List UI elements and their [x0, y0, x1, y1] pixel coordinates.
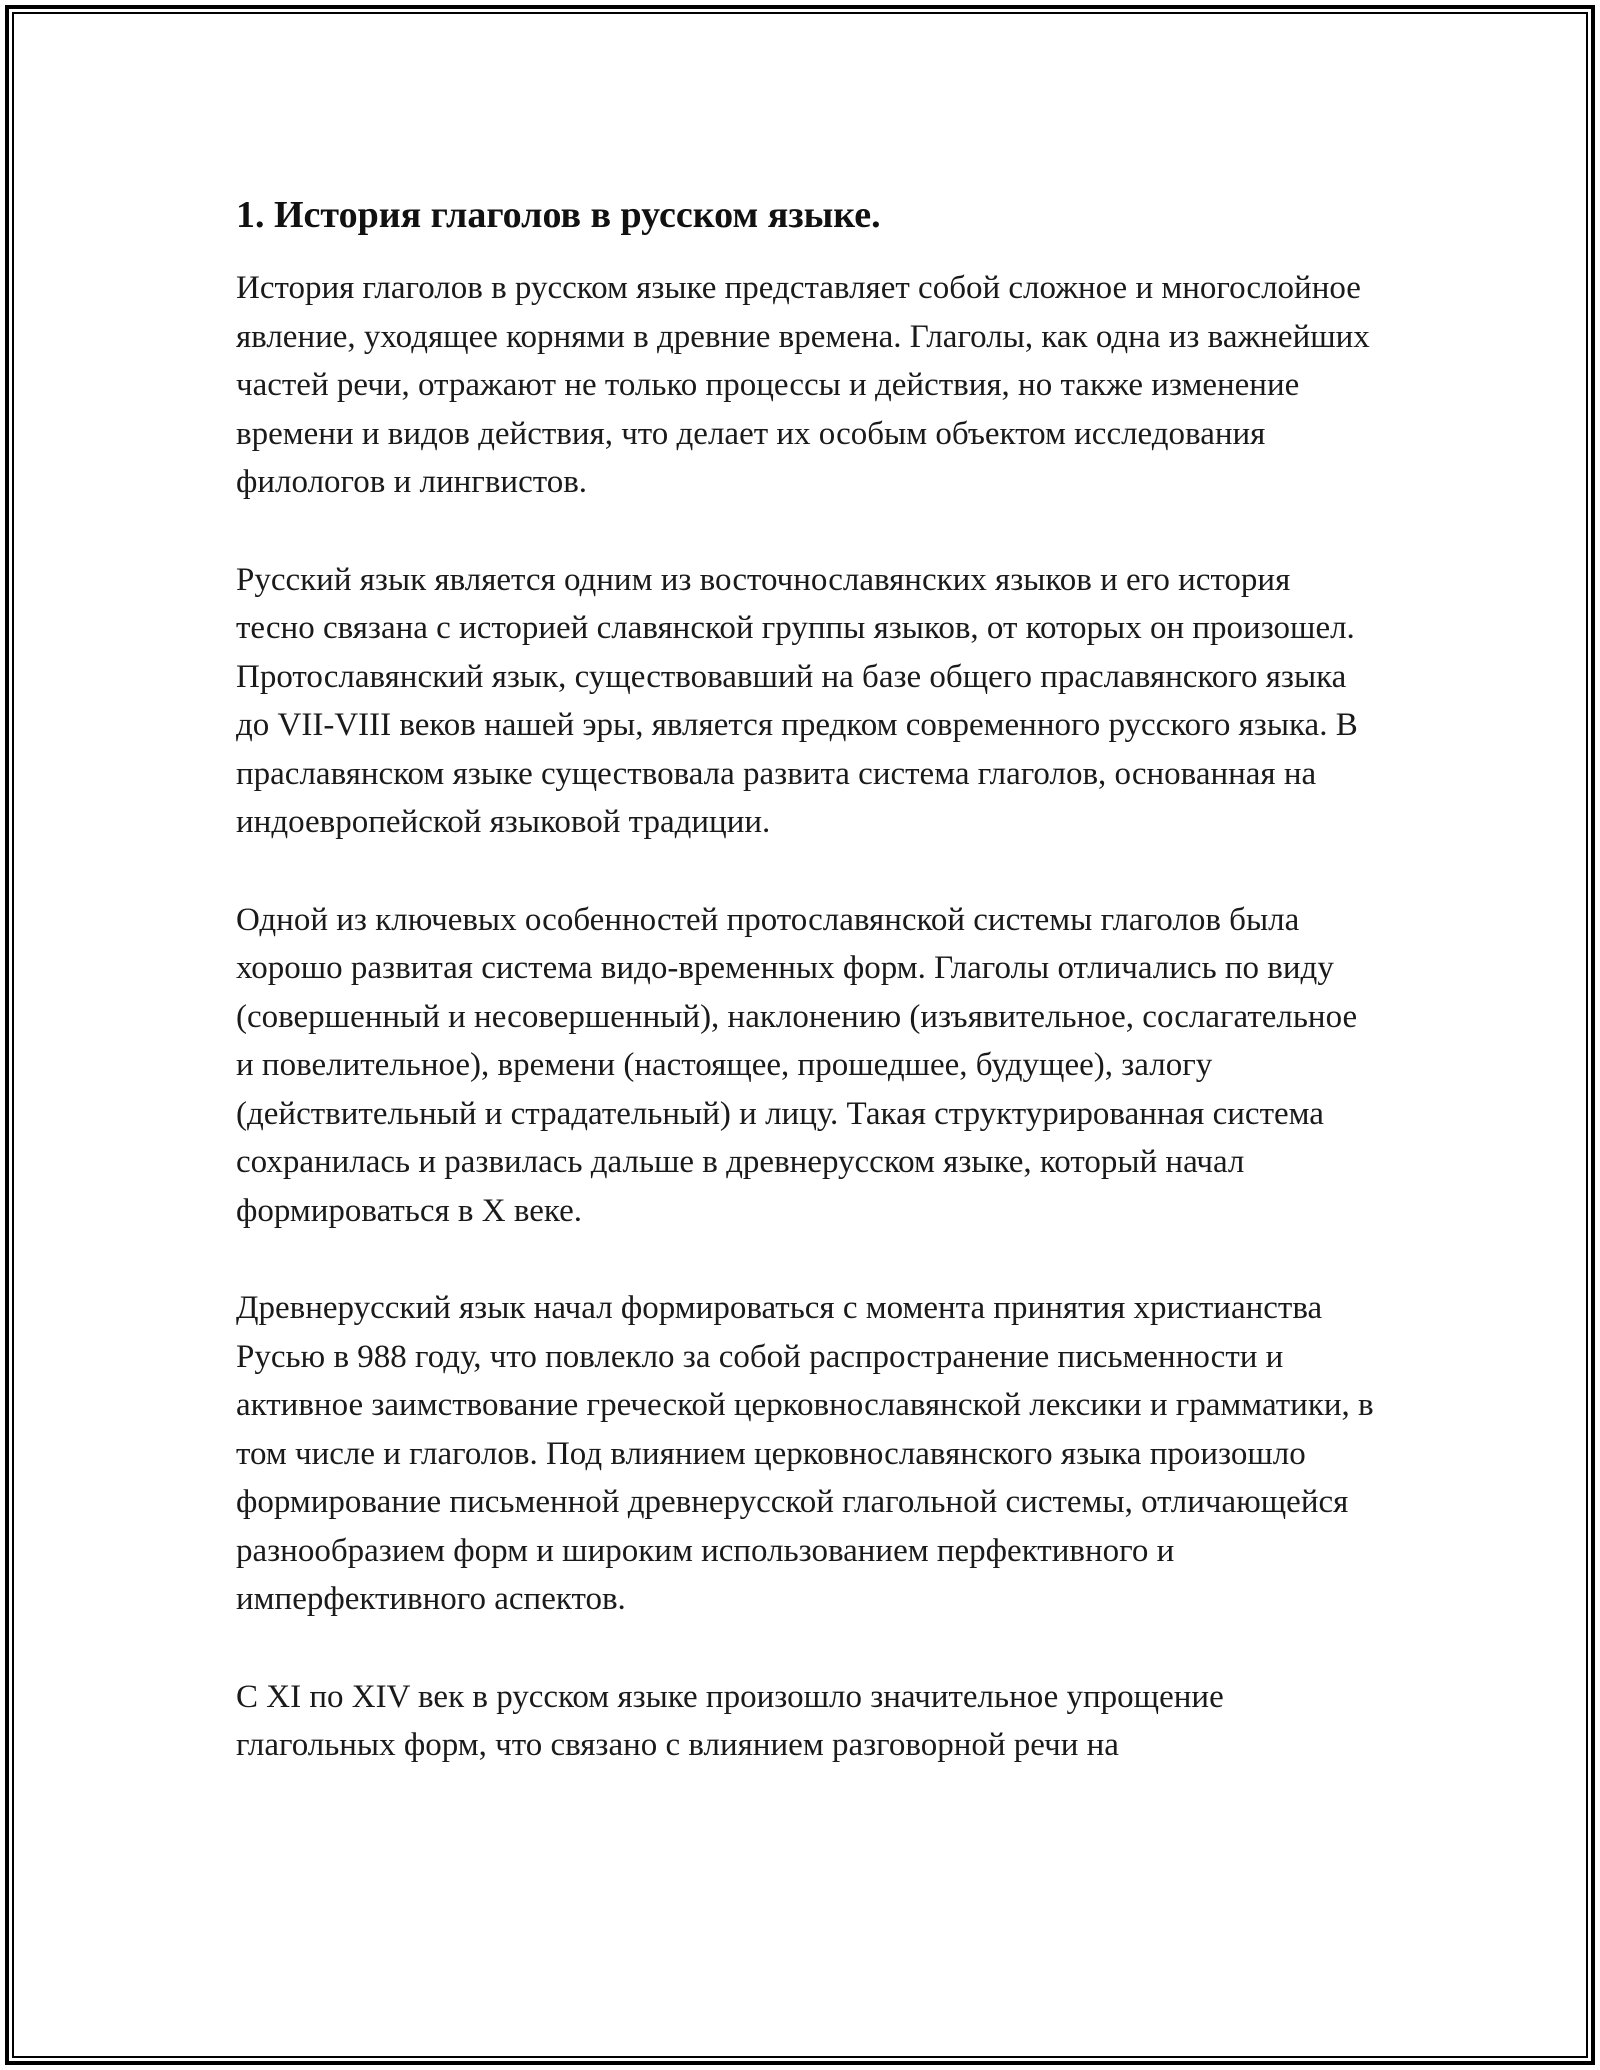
section-heading: 1. История глаголов в русском языке. — [236, 194, 881, 236]
paragraph-5: С XI по XIV век в русском языке произошло значительное упрощение глагольных форм, что связано с влиянием разговорной речи на — [236, 1678, 1224, 1763]
paragraph-1: История глаголов в русском языке представляет собой сложное и многослойное явление, уходящее корнями в древние времена. Глаголы, как одна из важнейших частей речи, отражают не только процессы и действия, но также изменение времени и видов действия, что делает их особым объектом исследования филологов и лингвистов. — [236, 270, 1370, 500]
paragraph-3: Одной из ключевых особенностей протославянской системы глаголов была хорошо развитая система видо-временных форм. Глаголы отличались по виду (совершенный и несовершенный), наклонению (изъявительное, сослагательное и повелительное), времени (настоящее, прошедшее, будущее), залогу (действительный и страдательный) и лицу. Такая структурированная система сохранилась и развилась дальше в древнерусском языке, который начал формироваться в X веке. — [236, 901, 1358, 1229]
paragraph-4: Древнерусский язык начал формироваться с момента принятия христианства Русью в 988 году, что повлекло за собой распространение письменности и активное заимствование греческой церковнославянской лексики и грамматики, в том числе и глаголов. Под влиянием церковнославянского языка произошло формирование письменной древнерусской глагольной системы, отличающейся разнообразием форм и широким использованием перфективного и имперфективного аспектов. — [236, 1290, 1374, 1617]
paragraph-2: Русский язык является одним из восточнославянских языков и его история тесно связана с историей славянской группы языков, от которых он произошел. Протославянский язык, существовавший на базе общего праславянского языка до VII-VIII веков нашей эры, является предком современного русского языка. В праславянском языке существовала развита система глаголов, основанная на индоевропейской языковой традиции. — [236, 561, 1358, 840]
document-body — [236, 188, 1376, 1819]
